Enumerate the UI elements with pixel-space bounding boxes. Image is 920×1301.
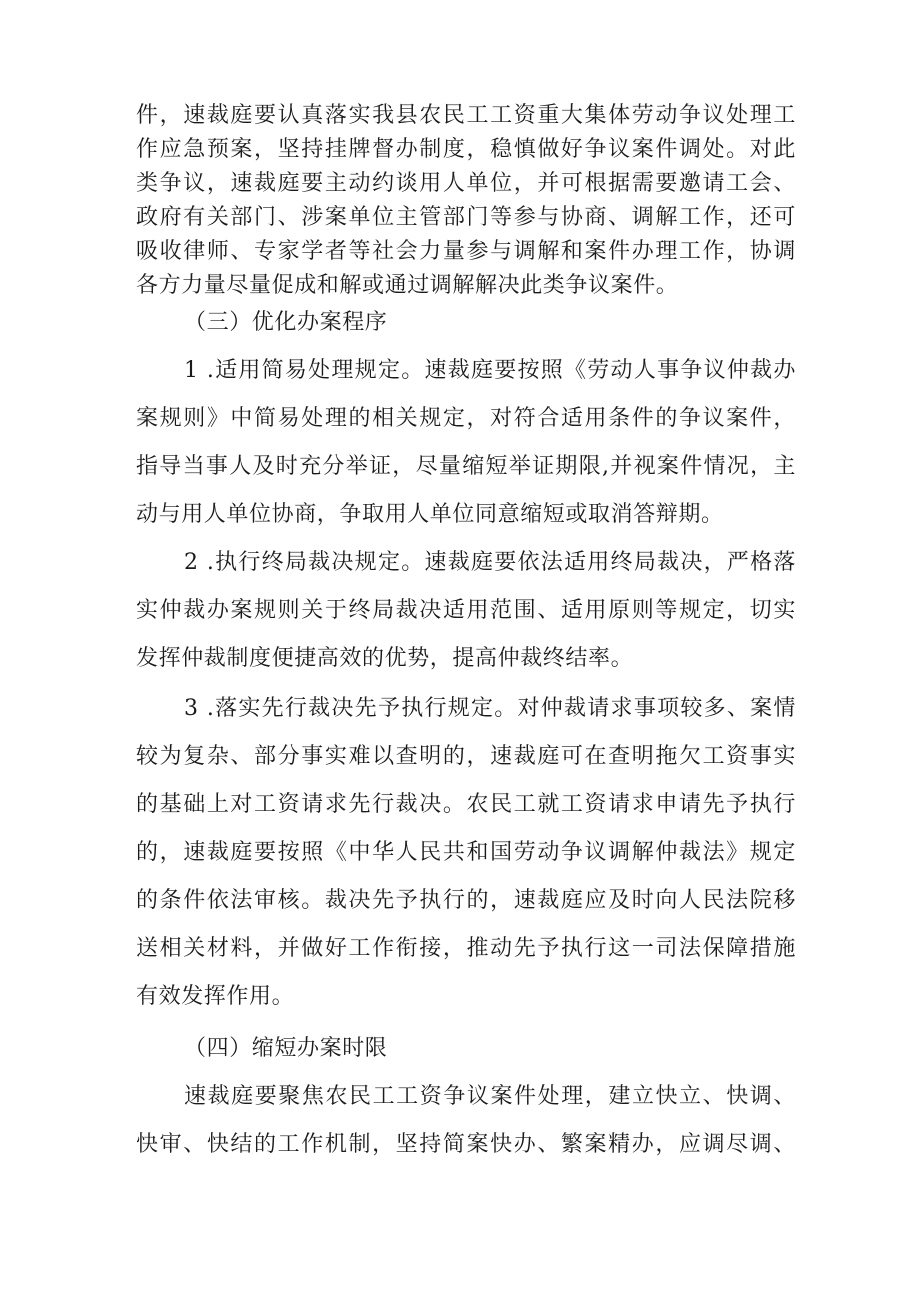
paragraph-line: 的，速裁庭要按照《中华人民共和国劳动争议调解仲裁法》规定 [136, 840, 796, 865]
paragraph-line: 类争议，速裁庭要主动约谈用人单位，并可根据需要邀请工会、 [136, 171, 796, 196]
paragraph-line: 的条件依法审核。裁决先予执行的，速裁庭应及时向人民法院移 [136, 888, 796, 913]
paragraph-line: 3 .落实先行裁决先予执行规定。对仲裁请求事项较多、案情 [184, 696, 796, 721]
paragraph-line: 指导当事人及时充分举证，尽量缩短举证期限,并视案件情况，主 [136, 454, 796, 479]
paragraph-line: 送相关材料，并做好工作衔接，推动先予执行这一司法保障措施 [136, 936, 796, 961]
paragraph-line: 作应急预案，坚持挂牌督办制度，稳慎做好争议案件调处。对此 [136, 137, 796, 162]
section-heading: （三）优化办案程序 [184, 310, 388, 335]
paragraph-line: 实仲裁办案规则关于终局裁决适用范围、适用原则等规定，切实 [136, 598, 796, 623]
paragraph-line: 件，速裁庭要认真落实我县农民工工资重大集体劳动争议处理工 [136, 103, 796, 128]
paragraph-line: 1 .适用简易处理规定。速裁庭要按照《劳动人事争议仲裁办 [184, 358, 796, 383]
paragraph-line: 2 .执行终局裁决规定。速裁庭要依法适用终局裁决，严格落 [184, 550, 796, 575]
paragraph-line: 案规则》中简易处理的相关规定，对符合适用条件的争议案件， [136, 406, 796, 431]
paragraph-line: 有效发挥作用。 [136, 984, 295, 1009]
paragraph-line: 快审、快结的工作机制，坚持简案快办、繁案精办，应调尽调、 [136, 1132, 796, 1157]
paragraph-line: 动与用人单位协商，争取用人单位同意缩短或取消答辩期。 [136, 502, 724, 527]
section-heading: （四）缩短办案时限 [184, 1036, 388, 1061]
paragraph-line: 吸收律师、专家学者等社会力量参与调解和案件办理工作，协调 [136, 239, 796, 264]
paragraph-line: 的基础上对工资请求先行裁决。农民工就工资请求申请先予执行 [136, 792, 796, 817]
paragraph-line: 各方力量尽量促成和解或通过调解解决此类争议案件。 [136, 273, 679, 298]
paragraph-line: 速裁庭要聚焦农民工工资争议案件处理，建立快立、快调、 [184, 1084, 796, 1109]
paragraph-line: 发挥仲裁制度便捷高效的优势，提高仲裁终结率。 [136, 646, 634, 671]
paragraph-line: 较为复杂、部分事实难以查明的，速裁庭可在查明拖欠工资事实 [136, 744, 796, 769]
paragraph-line: 政府有关部门、涉案单位主管部门等参与协商、调解工作，还可 [136, 205, 796, 230]
